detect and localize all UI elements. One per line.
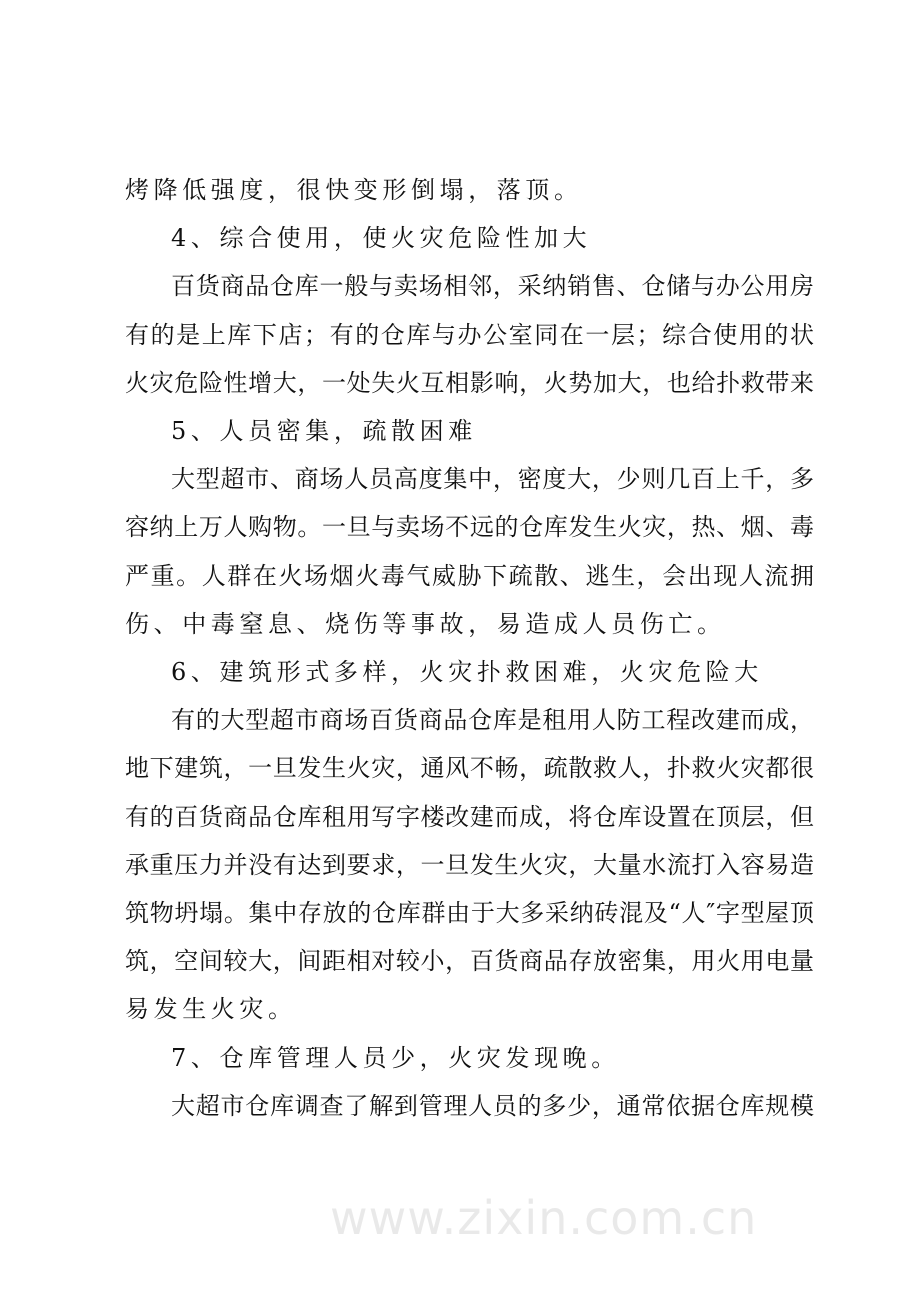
text-line: 地下建筑，一旦发生火灾，通风不畅，疏散救人，扑救火灾都很 [125,754,814,783]
text-line: 承重压力并没有达到要求，一旦发生火灾，大量水流打入容易造 [125,850,814,879]
text-line: 筑，空间较大，间距相对较小，百货商品存放密集，用火用电量 [125,947,814,976]
text-line: 烤降低强度，很快变形倒塌，落顶。 [125,176,583,204]
paragraph-first-line: 大型超市、商场人员高度集中，密度大，少则几百上千，多 [171,465,814,494]
text-line: 易发生火灾。 [125,995,297,1024]
paragraph-first-line: 7、仓库管理人员少，火灾发现晚。 [171,1043,620,1072]
paragraph-first-line: 5、人员密集，疏散困难 [171,417,477,445]
text-line: 严重。人群在火场烟火毒气威胁下疏散、逃生，会出现人流拥 [125,561,814,590]
paragraph-first-line: 百货商品仓库一般与卖场相邻，采纳销售、仓储与办公用房 [171,272,814,301]
paragraph-first-line: 大超市仓库调查了解到管理人员的多少，通常依据仓库规模 [171,1091,814,1120]
text-line: 筑物坍塌。集中存放的仓库群由于大多采纳砖混及“人″字型屋顶 [125,899,814,927]
paragraph-first-line: 4、综合使用，使火灾危险性加大 [171,224,592,253]
text-line: 有的是上库下店；有的仓库与办公室同在一层；综合使用的状 [125,320,814,349]
text-line: 容纳上万人购物。一旦与卖场不远的仓库发生火灾，热、烟、毒 [125,513,814,542]
paragraph-first-line: 6、建筑形式多样，火灾扑救困难，火灾危险大 [171,658,763,686]
text-line: 有的百货商品仓库租用写字楼改建而成，将仓库设置在顶层，但 [125,802,814,831]
watermark: www.zixin.com.cn [330,1191,758,1245]
text-line: 伤、中毒窒息、烧伤等事故，易造成人员伤亡。 [125,609,726,638]
text-line: 火灾危险性增大，一处失火互相影响，火势加大，也给扑救带来 [125,368,814,397]
paragraph-first-line: 有的大型超市商场百货商品仓库是租用人防工程改建而成， [171,706,814,735]
